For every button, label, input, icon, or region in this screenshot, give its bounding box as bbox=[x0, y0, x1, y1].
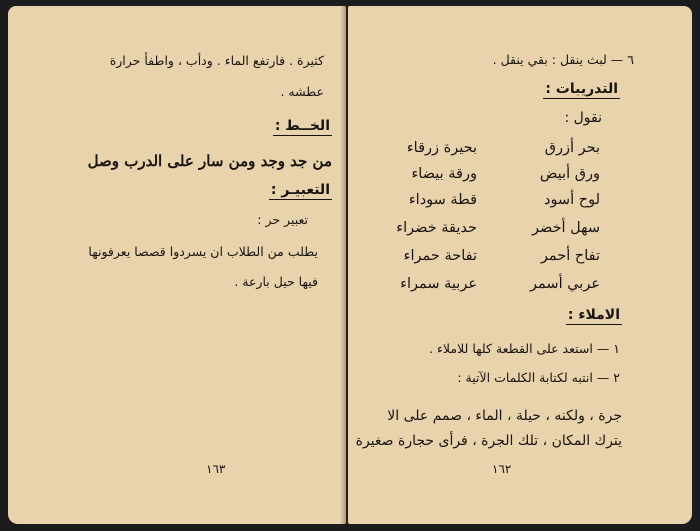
page-number: ١٦٣ bbox=[206, 462, 226, 476]
vocab-word: عربي أسمر bbox=[530, 276, 600, 292]
vocab-word: بحر أزرق bbox=[544, 140, 600, 156]
imla-item: ١ — استعد على القطعة كلها للاملاء . bbox=[429, 341, 620, 356]
right-page bbox=[348, 6, 692, 524]
text-line: عطشه . bbox=[280, 84, 324, 99]
heading-khatt: الخــط : bbox=[274, 118, 330, 134]
vocab-phrase: بحيرة زرقاء bbox=[406, 140, 477, 156]
vocab-phrase: تفاحة حمراء bbox=[403, 248, 477, 264]
text-line: ٦ — لبث ينقل : بقي ينقل . bbox=[492, 52, 634, 67]
vocab-phrase: قطة سوداء bbox=[408, 192, 477, 208]
heading-imla: الاملاء : bbox=[567, 307, 620, 323]
page-number: ١٦٢ bbox=[492, 462, 512, 476]
text-line: يطلب من الطلاب ان يسردوا قصصا يعرفونها bbox=[88, 244, 318, 259]
vocab-word: تفاح أحمر bbox=[540, 248, 600, 264]
vocab-phrase: ورقة بيضاء bbox=[411, 166, 477, 182]
naqul-label: نقول : bbox=[564, 110, 602, 126]
tabeer-label: تعبير حر : bbox=[257, 212, 308, 227]
handwriting-line: من جد وجد ومن سار على الدرب وصل bbox=[87, 152, 332, 170]
heading-tadribat: التدريبات : bbox=[545, 81, 618, 97]
heading-tabeer: التعبيـر : bbox=[270, 182, 330, 198]
imla-item: ٢ — انتبه لكتابة الكلمات الآتية : bbox=[457, 370, 620, 385]
vocab-phrase: حديقة خضراء bbox=[396, 220, 477, 236]
vocab-word: سهل أخضر bbox=[532, 220, 600, 236]
vocab-phrase: عربية سمراء bbox=[400, 276, 477, 292]
text-line: فيها حيل بارعة . bbox=[234, 274, 318, 289]
dictation-words: يترك المكان ، تلك الجرة ، فرأى حجارة صغيرة bbox=[355, 433, 622, 449]
vocab-word: لوح أسود bbox=[543, 192, 600, 208]
left-page bbox=[8, 6, 346, 524]
dictation-words: جرة ، ولكنه ، حيلة ، الماء ، صمم على الا bbox=[387, 408, 622, 424]
vocab-word: ورق أبيض bbox=[539, 166, 600, 182]
text-line: كثيرة . فارتفع الماء . ودأب ، واطفأ حرارة bbox=[109, 53, 324, 68]
